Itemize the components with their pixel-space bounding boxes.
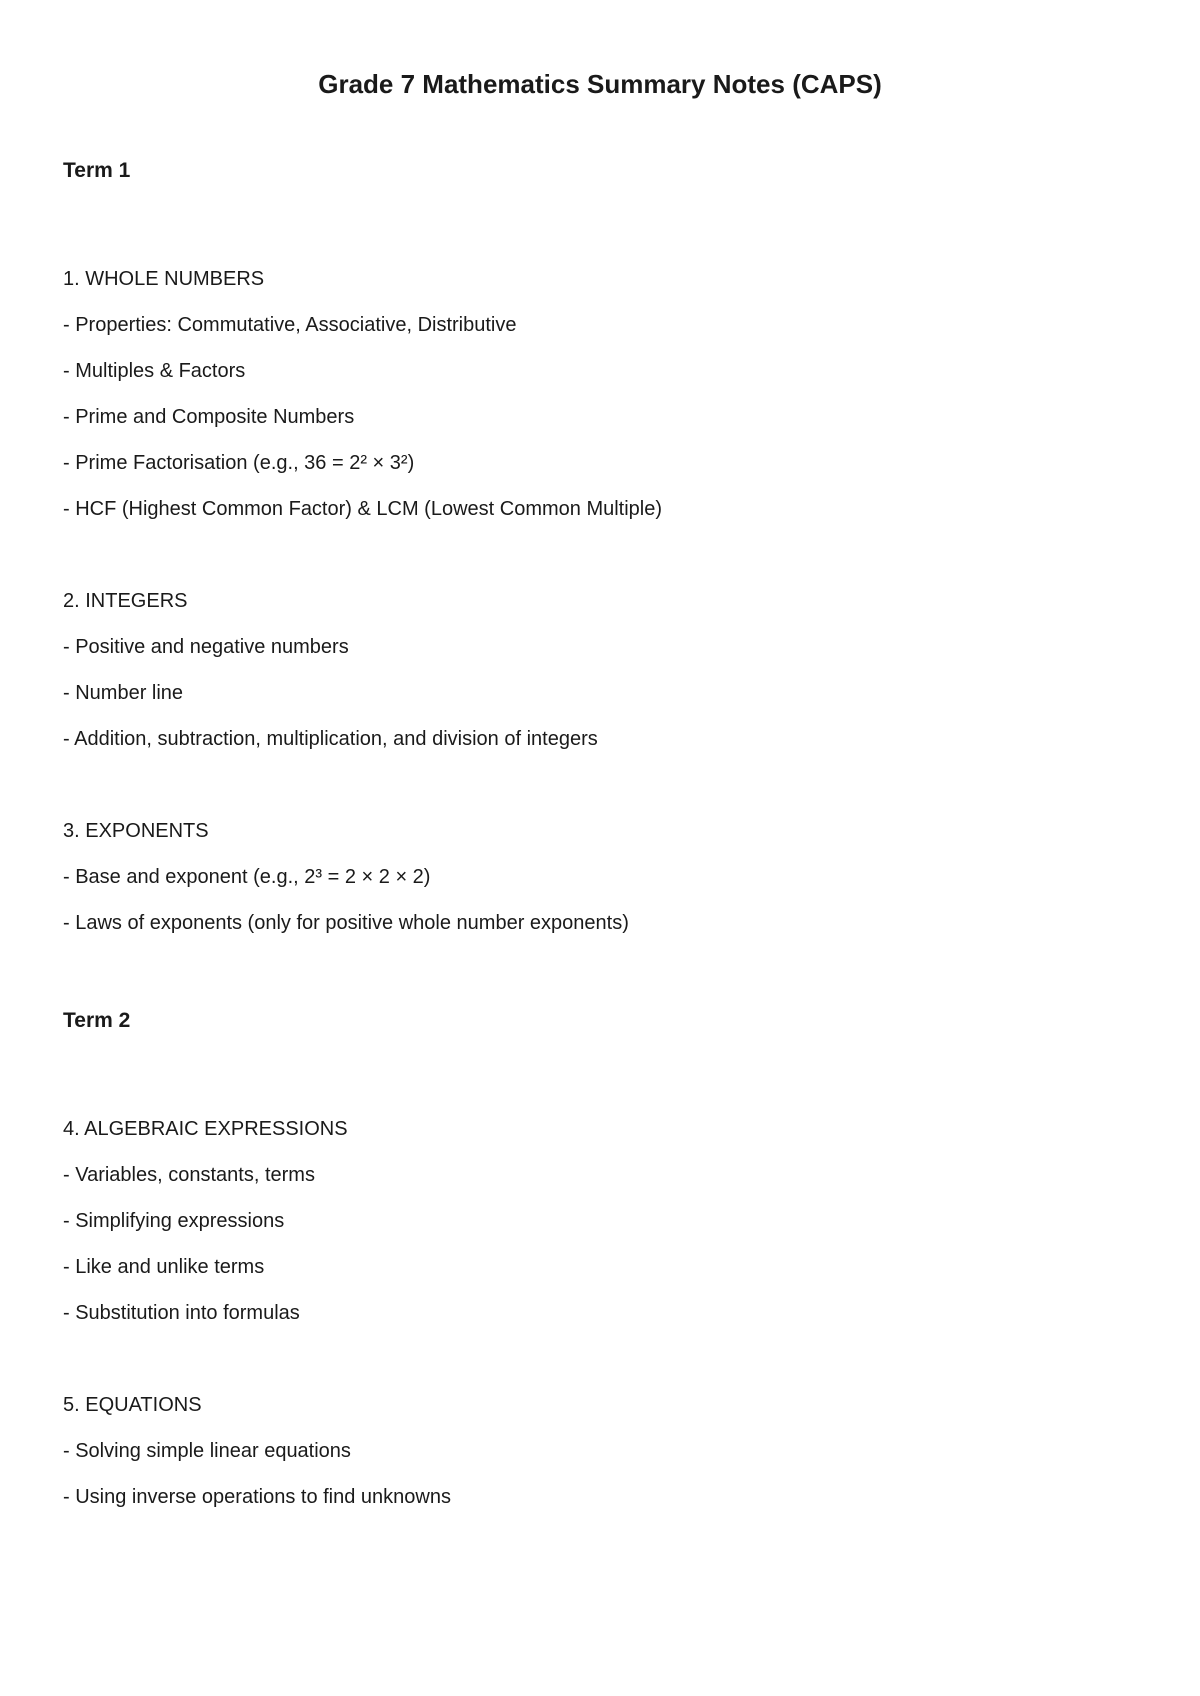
section-heading-whole-numbers: 1. WHOLE NUMBERS <box>63 268 265 290</box>
document-title: Grade 7 Mathematics Summary Notes (CAPS) <box>318 69 882 99</box>
section-heading-algebraic-expressions: 4. ALGEBRAIC EXPRESSIONS <box>63 1118 348 1140</box>
list-item: - Base and exponent (e.g., 2³ = 2 × 2 × 2) <box>63 866 431 888</box>
list-item: - Positive and negative numbers <box>63 636 349 658</box>
list-item: - Multiples & Factors <box>63 360 246 382</box>
list-item: - Simplifying expressions <box>63 1210 285 1232</box>
term-2-heading: Term 2 <box>63 1009 131 1032</box>
section-heading-integers: 2. INTEGERS <box>63 590 188 612</box>
section-heading-exponents: 3. EXPONENTS <box>63 820 209 842</box>
list-item: - Solving simple linear equations <box>63 1440 351 1462</box>
list-item: - Properties: Commutative, Associative, Distributive <box>63 314 517 336</box>
section-heading-equations: 5. EQUATIONS <box>63 1394 202 1416</box>
list-item: - Number line <box>63 682 184 704</box>
list-item: - Prime and Composite Numbers <box>63 406 355 428</box>
list-item: - Addition, subtraction, multiplication, and division of integers <box>63 728 598 750</box>
list-item: - Using inverse operations to find unknowns <box>63 1486 451 1508</box>
list-item: - Substitution into formulas <box>63 1302 300 1324</box>
list-item: - Like and unlike terms <box>63 1256 265 1278</box>
list-item: - Variables, constants, terms <box>63 1164 315 1186</box>
term-1-heading: Term 1 <box>63 159 131 182</box>
list-item: - HCF (Highest Common Factor) & LCM (Lowest Common Multiple) <box>63 498 663 520</box>
list-item: - Laws of exponents (only for positive whole number exponents) <box>63 912 629 934</box>
list-item: - Prime Factorisation (e.g., 36 = 2² × 3²) <box>63 452 415 474</box>
